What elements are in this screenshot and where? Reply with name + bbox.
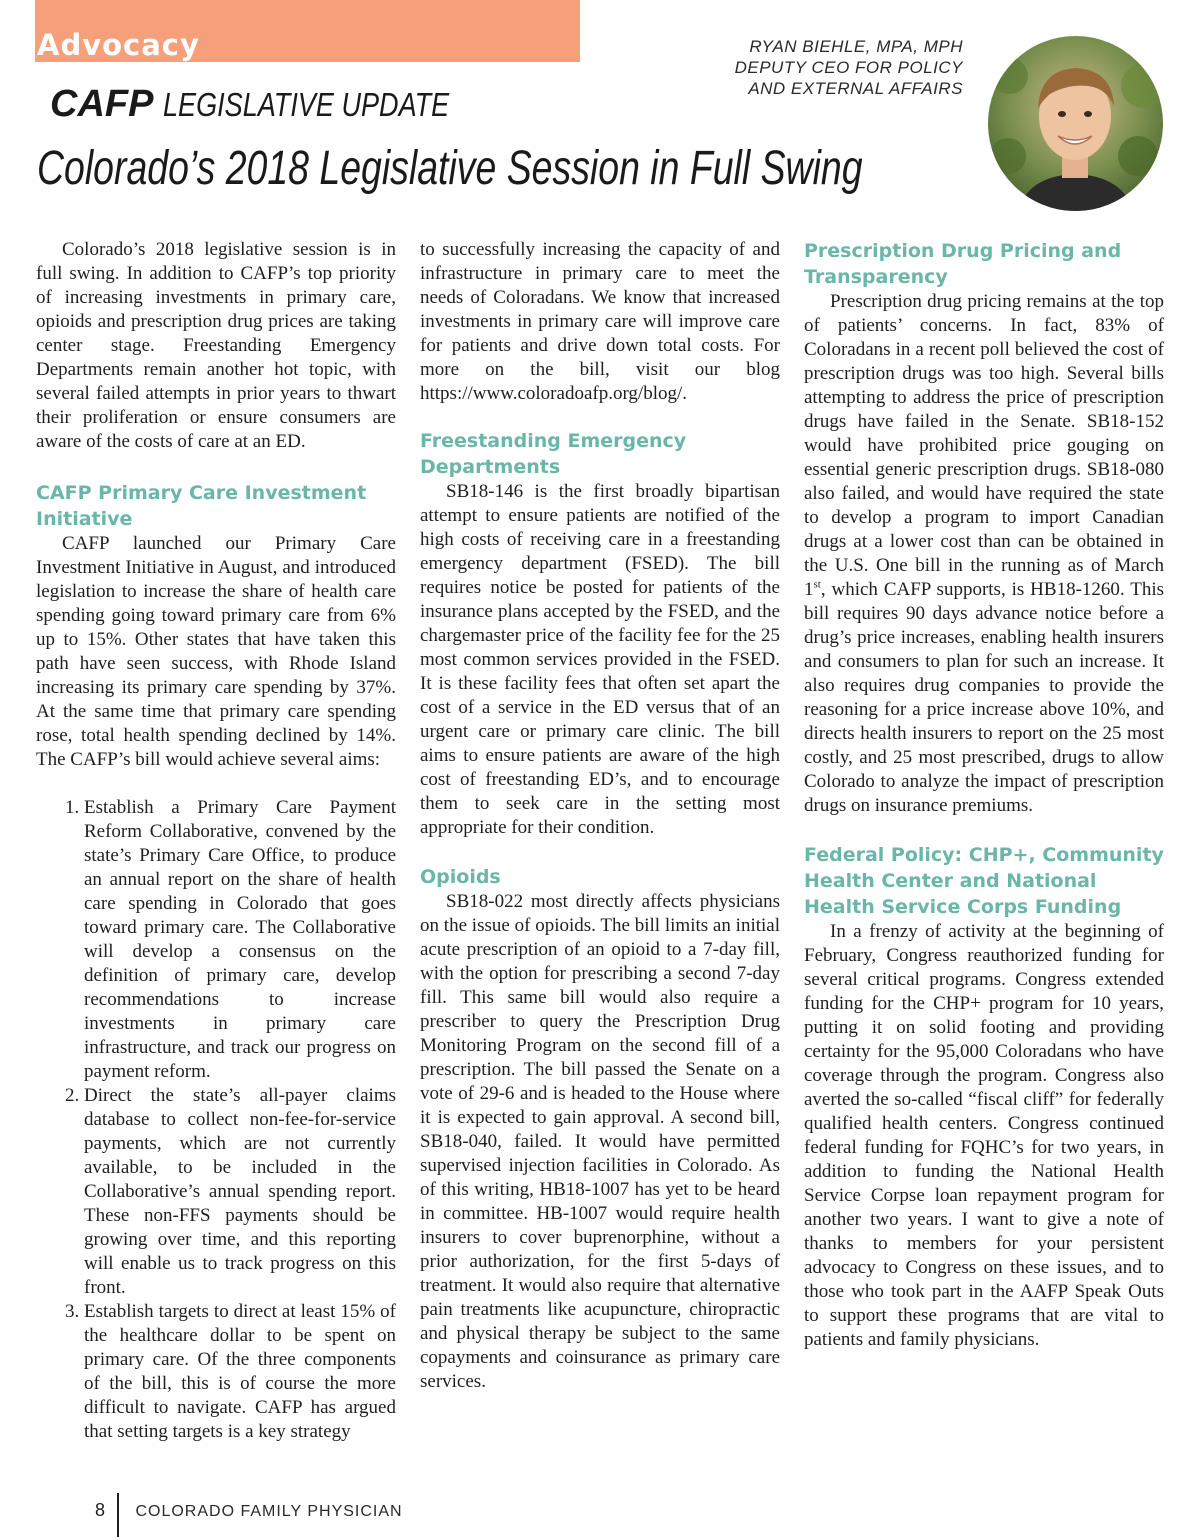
section-heading: Prescription Drug Pricing and Transparency — [804, 240, 1122, 288]
page-title: Colorado’s 2018 Legislative Session in Full Swing — [37, 142, 863, 195]
column-1 — [36, 238, 396, 1444]
text-run: , which CAFP supports, is HB18-1260. This bill requires 90 days advance notice before a drug’s price increases, enabling health insurers and consumers to plan for such an increase. It also requires drug companies to provide the reasoning for a price increase above 10%, and directs health insurers to report on the 25 most costly, and 25 most prescribed, drugs to allow Colorado to analyze the impact of prescription drugs on insurance premiums. — [804, 579, 1164, 816]
footer-divider — [117, 1493, 119, 1537]
list-item: 2. Direct the state’s all-payer claims database to collect non-fee-for-service payments, which are not currently available, to be included in the Collaborative’s annual spending report. These non-FFS payments should be growing over time, and this reporting will enable us to track progress on this front. — [84, 1084, 396, 1300]
aims-list — [36, 796, 396, 1444]
body-paragraph — [804, 290, 1164, 818]
column-3 — [804, 238, 1164, 1352]
body-paragraph: SB18-022 most directly affects physicians on the issue of opioids. The bill limits an initial acute prescription of an opioid to a 7-day fill, with the option for prescribing a second 7-day fill. This same bill would also require a prescriber to query the Prescription Drug Monitoring Program on the second fill of a prescription. The bill passed the Senate on a vote of 29-6 and is headed to the House where it is expected to gain approval. A second bill, SB18-040, failed. It would have permitted supervised injection facilities in Colorado. As of this writing, HB18-1007 has yet to be heard in committee. HB-1007 would require health insurers to cover buprenorphine, without a prior authorization, for the first 5-days of treatment. It would also require that alternative pain treatments like acupuncture, chiropractic and physical therapy be subject to the same copayments and coinsurance as primary care services. — [420, 891, 780, 1392]
body-paragraph: to successfully increasing the capacity of and infrastructure in primary care to meet the needs of Coloradans. We know that increased investments in primary care will improve care for patients and drive down total costs. For more on the bill, visit our blog https://www.coloradoafp.org/blog/. — [420, 239, 780, 404]
author-name: RYAN BIEHLE, MPA, MPH — [749, 37, 963, 56]
author-title-cont: AND EXTERNAL AFFAIRS — [748, 79, 963, 98]
section-heading: Opioids — [420, 866, 501, 888]
list-item: 3. Establish targets to direct at least 15% of the healthcare dollar to be spent on primary care. Of the three components of the bill, this is of course the more difficult to navigate. CAFP has argued that setting targets is a key strategy — [84, 1300, 396, 1444]
section-heading: Federal Policy: CHP+, Community Health Center and National Health Service Corps Funding — [804, 844, 1164, 918]
section-heading: CAFP Primary Care Investment Initiative — [36, 482, 367, 530]
page-number: 8 — [95, 1500, 106, 1520]
superscript: st — [813, 578, 821, 591]
publication-name: COLORADO FAMILY PHYSICIAN — [135, 1503, 403, 1520]
update-title — [50, 82, 513, 134]
update-brand: CAFP — [50, 83, 154, 125]
body-paragraph: In a frenzy of activity at the beginning of February, Congress reauthorized funding for several critical programs. Congress extended funding for the CHP+ program for 10 years, putting it on solid footing and providing certainty for the 95,000 Coloradans who have coverage through the program. Congress also averted the so-called “fiscal cliff” for federally qualified health centers. Congress continued federal funding for FQHC’s for two years, in addition to funding the National Health Service Corpse loan repayment program for another two years. I want to give a note of thanks to members for your persistent advocacy to Congress on these issues, and to those who took part in the AAFP Speak Outs to support these programs that are vital to patients and family physicians. — [804, 921, 1164, 1350]
body-paragraph: CAFP launched our Primary Care Investment Initiative in August, and introduced legislation to increase the share of health care spending going toward primary care from 6% up to 15%. Other states that have taken this path have seen success, with Rhode Island increasing its primary care spending by 37%. At the same time that primary care spending rose, total health spending declined by 14%. The CAFP’s bill would achieve several aims: — [36, 533, 396, 770]
section-label: Advocacy — [37, 28, 200, 62]
body-paragraph: SB18-146 is the first broadly bipartisan attempt to ensure patients are notified of the high costs of receiving care in a freestanding emergency department (FSED). The bill requires notice be posted for patients of the insurance plans accepted by the FSED, and the chargemaster price of the facility fee for the 25 most common services provided in the FSED. It is these facility fees that often set apart the cost of a service in the ED versus that of an urgent care or primary care clinic. The bill aims to ensure patients are aware of the high cost of freestanding ED’s, and to encourage them to seek care in the setting most appropriate for their condition. — [420, 481, 780, 838]
update-label: LEGISLATIVE UPDATE — [163, 86, 450, 123]
section-heading: Freestanding Emergency Departments — [420, 430, 687, 478]
column-2 — [420, 238, 780, 1394]
page-footer — [95, 1497, 403, 1523]
author-title: DEPUTY CEO FOR POLICY — [734, 58, 963, 77]
list-item: 1. Establish a Primary Care Payment Reform Collaborative, convened by the state’s Primary Care Office, to produce an annual report on the share of health care spending in Colorado that goes toward primary care. The Collaborative will develop a consensus on the definition of primary care, develop recommendations to increase investments in primary care infrastructure, and track our progress on payment reform. — [84, 796, 396, 1084]
text-run: Prescription drug pricing remains at the top of patients’ concerns. In fact, 83% of Coloradans in a recent poll believed the cost of prescription drugs was too high. Several bills attempting to address the price of prescription drugs have failed in the Senate. SB18-152 would have prohibited price gouging on essential generic prescription drugs. SB18-080 also failed, and would have required the state to develop a program to import Canadian drugs at a lower cost than can be obtained in the U.S. One bill in the running as of March 1 — [804, 291, 1164, 600]
author-byline — [735, 36, 963, 99]
intro-paragraph: Colorado’s 2018 legislative session is in full swing. In addition to CAFP’s top priority of increasing investments in primary care, opioids and prescription drug prices are taking center stage. Freestanding Emergency Departments remain another hot topic, with several failed attempts in prior years to thwart their proliferation or ensure consumers are aware of the costs of care at an ED. — [36, 239, 396, 452]
author-photo — [988, 36, 1163, 211]
